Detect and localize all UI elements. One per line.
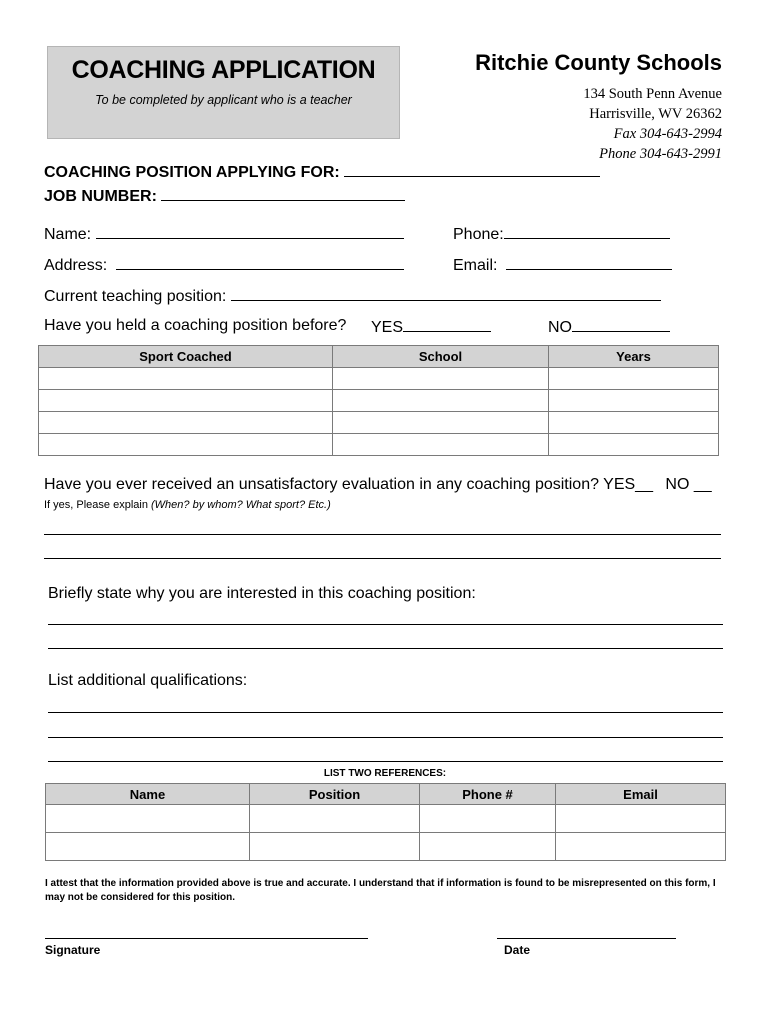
header-ref-position: Position [250,784,420,805]
evaluation-question: Have you ever received an unsatisfactory evaluation in any coaching position? [44,476,599,493]
position-input[interactable] [344,162,600,177]
held-yes [371,317,491,337]
header-ref-phone: Phone # [420,784,556,805]
header-sport-coached: Sport Coached [39,346,333,368]
held-no [548,317,670,337]
references-title: LIST TWO REFERENCES: [323,768,447,779]
table-header-row [46,784,726,805]
address-label: Address: [44,257,108,274]
school-phone: Phone 304-643-2991 [599,146,722,162]
qualifications-line[interactable] [48,712,723,713]
teaching-label: Current teaching position: [44,288,227,305]
interest-label: Briefly state why you are interested in this coaching position: [48,585,476,602]
signature-label: Signature [45,943,101,957]
form-subtitle: To be completed by applicant who is a teacher [95,93,352,107]
evaluation-no[interactable]: NO __ [665,476,712,493]
header-ref-name: Name [46,784,250,805]
explain-line[interactable] [44,558,721,559]
table-cell[interactable] [333,412,549,434]
held-question-row [44,317,346,335]
email-input[interactable] [506,255,672,270]
table-cell[interactable] [333,390,549,412]
table-cell[interactable] [333,434,549,456]
table-cell[interactable] [556,833,726,861]
table-cell[interactable] [549,412,719,434]
qualifications-line[interactable] [48,761,723,762]
job-number-label: JOB NUMBER: [44,188,157,205]
table-cell[interactable] [39,368,333,390]
school-address-line1: 134 South Penn Avenue [583,86,722,102]
school-fax: Fax 304-643-2994 [613,126,722,142]
school-name: Ritchie County Schools [475,50,722,75]
table-cell[interactable] [250,805,420,833]
interest-line[interactable] [48,624,723,625]
table-row [39,412,719,434]
school-address-line2: Harrisville, WV 26362 [589,106,722,122]
address-row [44,255,404,275]
table-row [39,390,719,412]
table-cell[interactable] [420,805,556,833]
phone-label: Phone: [453,226,504,243]
position-row [44,162,600,182]
header-years: Years [549,346,719,368]
name-row [44,224,404,244]
header-ref-email: Email [556,784,726,805]
table-cell[interactable] [46,805,250,833]
table-cell[interactable] [420,833,556,861]
school-info [475,48,722,164]
table-cell[interactable] [549,390,719,412]
interest-line[interactable] [48,648,723,649]
phone-input[interactable] [504,224,670,239]
email-label: Email: [453,257,498,274]
phone-row [453,224,670,244]
job-number-input[interactable] [161,186,405,201]
attestation-text: I attest that the information provided above is true and accurate. I understand that if information is found to be misrepresented on this form, I may not be considered for this position. [45,878,716,903]
signature-line[interactable] [45,938,368,939]
job-number-row [44,186,405,206]
name-input[interactable] [96,224,404,239]
title-box [47,46,400,139]
teaching-input[interactable] [231,286,661,301]
qualifications-label: List additional qualifications: [48,672,248,689]
form-title: COACHING APPLICATION [71,56,376,84]
table-cell[interactable] [549,434,719,456]
table-cell[interactable] [333,368,549,390]
explain-row [44,499,331,511]
table-header-row [39,346,719,368]
teaching-row [44,286,661,306]
address-input[interactable] [116,255,404,270]
held-yes-label: YES [371,319,404,336]
table-cell[interactable] [556,805,726,833]
table-row [46,833,726,861]
evaluation-yes[interactable]: YES__ [603,476,653,493]
held-question-label: Have you held a coaching position before? [44,317,347,334]
table-cell[interactable] [46,833,250,861]
explain-line[interactable] [44,534,721,535]
qualifications-line[interactable] [48,737,723,738]
coaching-history-table [38,345,719,456]
table-cell[interactable] [250,833,420,861]
evaluation-row [44,476,712,494]
held-yes-input[interactable] [403,317,491,332]
date-label: Date [504,943,531,957]
header-school: School [333,346,549,368]
table-cell[interactable] [39,412,333,434]
explain-hint: (When? by whom? What sport? Etc.) [151,499,331,511]
held-no-input[interactable] [572,317,670,332]
held-no-label: NO [548,319,572,336]
position-label: COACHING POSITION APPLYING FOR: [44,164,340,181]
table-cell[interactable] [549,368,719,390]
table-cell[interactable] [39,390,333,412]
table-row [39,434,719,456]
explain-label: If yes, Please explain [44,499,148,511]
name-label: Name: [44,226,92,243]
table-cell[interactable] [39,434,333,456]
email-row [453,255,672,275]
references-table [45,783,726,861]
date-line[interactable] [497,938,676,939]
table-row [46,805,726,833]
table-row [39,368,719,390]
